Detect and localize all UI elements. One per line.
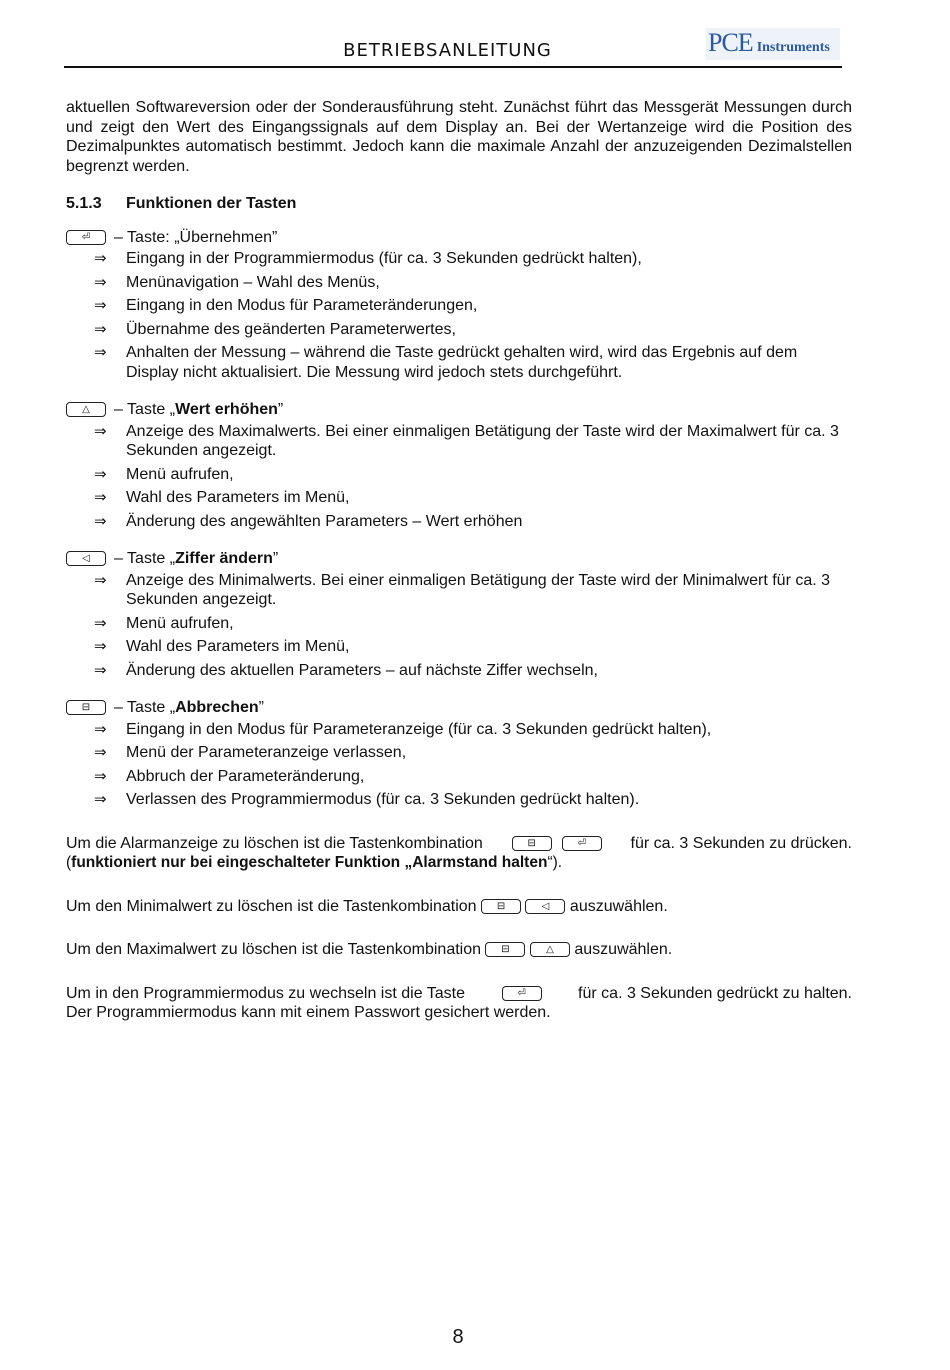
- list-item: [66, 571, 852, 610]
- list-item-text: Anhalten der Messung – während die Taste gedrückt gehalten wird, wird das Ergebnis auf dem Display nicht aktualisiert. Die Messung wird jedoch stets durchgeführt.: [126, 344, 798, 381]
- arrow-icon: ⇒: [94, 613, 107, 632]
- up-key-icon: △: [530, 942, 570, 957]
- note-close: “).: [547, 854, 563, 871]
- list-item-text: Eingang in den Modus für Parameteranzeige (für ca. 3 Sekunden gedrückt halten),: [126, 720, 712, 738]
- list-item-text: Anzeige des Maximalwerts. Bei einer einmaligen Betätigung der Taste wird der Maximalwert für ca. 3 Sekunden angezeigt.: [126, 422, 839, 459]
- left-key-functions: [66, 571, 852, 681]
- alarm-reset-paragraph: [66, 834, 852, 873]
- key-title-up: [66, 400, 852, 420]
- key-title-bold: Ziffer ändern: [175, 550, 273, 567]
- list-item: [66, 488, 852, 508]
- key-title-bold: Wert erhöhen: [175, 401, 278, 418]
- key-title-bold: Abbrechen: [175, 699, 259, 716]
- key-title-suffix: ”: [272, 550, 279, 567]
- pce-instruments-logo: [706, 28, 840, 60]
- page-number: 8: [452, 1326, 464, 1348]
- program-mode-password-line: Der Programmiermodus kann mit einem Passwort gesichert werden.: [66, 1004, 551, 1021]
- enter-key-functions: [66, 249, 852, 382]
- arrow-icon: ⇒: [94, 570, 107, 589]
- document-title: BETRIEBSANLEITUNG: [343, 40, 552, 61]
- arrow-icon: ⇒: [94, 319, 107, 338]
- cancel-key-functions: [66, 720, 852, 810]
- list-item-text: Eingang in der Programmiermodus (für ca. 3 Sekunden gedrückt halten),: [126, 250, 642, 267]
- list-item: [66, 296, 852, 316]
- enter-key-icon: ⏎: [502, 986, 542, 1001]
- list-item-text: Menü aufrufen,: [126, 614, 234, 632]
- cancel-key-icon: ⊟: [485, 942, 525, 957]
- key-title-text: [114, 549, 278, 569]
- list-item-text: Änderung des aktuellen Parameters – auf nächste Ziffer wechseln,: [126, 661, 598, 679]
- section-number: 5.1.3: [66, 195, 102, 212]
- arrow-icon: ⇒: [94, 488, 107, 506]
- alarm-reset-line: [66, 834, 852, 854]
- logo-main-text: PCE: [708, 28, 753, 57]
- enter-key-icon: ⏎: [66, 230, 106, 245]
- min-reset-text: Um den Minimalwert zu löschen ist die Tastenkombination: [66, 897, 477, 915]
- program-mode-paragraph: [66, 984, 852, 1023]
- key-title-text: [114, 400, 283, 420]
- list-item: [66, 790, 852, 810]
- document-body: [66, 98, 852, 1023]
- list-item-text: Übernahme des geänderten Parameterwertes,: [126, 320, 456, 338]
- key-title-enter: [66, 228, 852, 248]
- key-title-prefix: – Taste „: [114, 699, 176, 716]
- list-item: [66, 661, 852, 681]
- key-title-suffix: ”: [258, 699, 264, 716]
- key-title-prefix: – Taste „: [114, 401, 176, 418]
- alarm-note: [66, 853, 852, 873]
- list-item: [66, 614, 852, 634]
- list-item: [66, 320, 852, 340]
- arrow-icon: ⇒: [94, 343, 107, 361]
- arrow-icon: ⇒: [94, 637, 107, 655]
- key-title-prefix: – Taste „: [114, 550, 176, 567]
- note-bold: funktioniert nur bei eingeschalteter Funktion „Alarmstand halten: [71, 854, 548, 871]
- max-reset-paragraph: [66, 940, 852, 960]
- up-key-functions: [66, 422, 852, 532]
- list-item-text: Wahl des Parameters im Menü,: [126, 489, 350, 506]
- program-mode-text: Um in den Programmiermodus zu wechseln ist die Taste: [66, 984, 465, 1002]
- arrow-icon: ⇒: [94, 272, 107, 291]
- left-key-icon: ◁: [525, 899, 565, 914]
- list-item-text: Abbruch der Parameteränderung,: [126, 767, 365, 785]
- key-title-cancel: [66, 698, 852, 718]
- list-item-text: Anzeige des Minimalwerts. Bei einer einmaligen Betätigung der Taste wird der Minimalwert für ca. 3 Sekunden angezeigt.: [126, 571, 831, 608]
- list-item: [66, 767, 852, 787]
- list-item: [66, 249, 852, 269]
- list-item-text: Menü der Parameteranzeige verlassen,: [126, 744, 407, 761]
- list-item: [66, 637, 852, 657]
- arrow-icon: ⇒: [94, 421, 107, 440]
- alarm-reset-text-after: für ca. 3 Sekunden zu drücken.: [630, 834, 852, 852]
- arrow-icon: ⇒: [94, 511, 107, 530]
- enter-key-icon: ⏎: [562, 836, 602, 851]
- arrow-icon: ⇒: [94, 766, 107, 785]
- arrow-icon: ⇒: [94, 464, 107, 483]
- section-title: Funktionen der Tasten: [126, 195, 297, 212]
- min-reset-paragraph: [66, 897, 852, 917]
- max-reset-text-after: auszuwählen.: [574, 941, 673, 958]
- cancel-key-icon: ⊟: [66, 700, 106, 715]
- list-item: [66, 512, 852, 532]
- list-item-text: Wahl des Parameters im Menü,: [126, 638, 350, 655]
- key-title-suffix: ”: [277, 401, 284, 418]
- list-item-text: Verlassen des Programmiermodus (für ca. 3 Sekunden gedrückt halten).: [126, 791, 640, 808]
- key-title-text: [114, 698, 264, 718]
- up-key-icon: △: [66, 402, 106, 417]
- alarm-reset-text: Um die Alarmanzeige zu löschen ist die Tastenkombination: [66, 834, 483, 852]
- list-item: [66, 743, 852, 763]
- list-item-text: Menünavigation – Wahl des Menüs,: [126, 273, 380, 291]
- list-item: [66, 720, 852, 740]
- list-item-text: Eingang in den Modus für Parameteränderungen,: [126, 297, 478, 314]
- arrow-icon: ⇒: [94, 743, 107, 761]
- cancel-key-icon: ⊟: [481, 899, 521, 914]
- program-mode-line: [66, 984, 852, 1004]
- key-title-left: [66, 549, 852, 569]
- list-item: [66, 273, 852, 293]
- max-reset-text: Um den Maximalwert zu löschen ist die Tastenkombination: [66, 941, 482, 958]
- list-item-text: Menü aufrufen,: [126, 465, 234, 483]
- arrow-icon: ⇒: [94, 719, 107, 738]
- section-heading: [66, 194, 852, 214]
- min-reset-text-after: auszuwählen.: [569, 897, 668, 915]
- note-open: (: [66, 854, 72, 871]
- list-item: [66, 465, 852, 485]
- arrow-icon: ⇒: [94, 296, 107, 314]
- key-title-text: – Taste: „Übernehmen”: [114, 228, 278, 246]
- list-item-text: Änderung des angewählten Parameters – Wert erhöhen: [126, 512, 523, 530]
- header-divider: [64, 66, 842, 68]
- arrow-icon: ⇒: [94, 660, 107, 679]
- logo-sub-text: Instruments: [756, 40, 830, 55]
- list-item: [66, 422, 852, 461]
- alarm-key-combo: [512, 836, 602, 851]
- arrow-icon: ⇒: [94, 790, 107, 808]
- intro-paragraph: aktuellen Softwareversion oder der Sonderausführung steht. Zunächst führt das Messgerät Messungen durch und zeigt den Wert des Eingangssignals auf dem Display an. Bei der Wertanzeige wird die Position des Dezimalpunktes automatisch bestimmt. Jedoch kann die maximale Anzahl der anzuzeigenden Dezimalstellen begrenzt werden.: [66, 99, 852, 175]
- list-item: [66, 343, 852, 382]
- cancel-key-icon: ⊟: [512, 836, 552, 851]
- program-mode-text-after: für ca. 3 Sekunden gedrückt zu halten.: [578, 984, 852, 1002]
- arrow-icon: ⇒: [94, 249, 107, 267]
- left-key-icon: ◁: [66, 551, 106, 566]
